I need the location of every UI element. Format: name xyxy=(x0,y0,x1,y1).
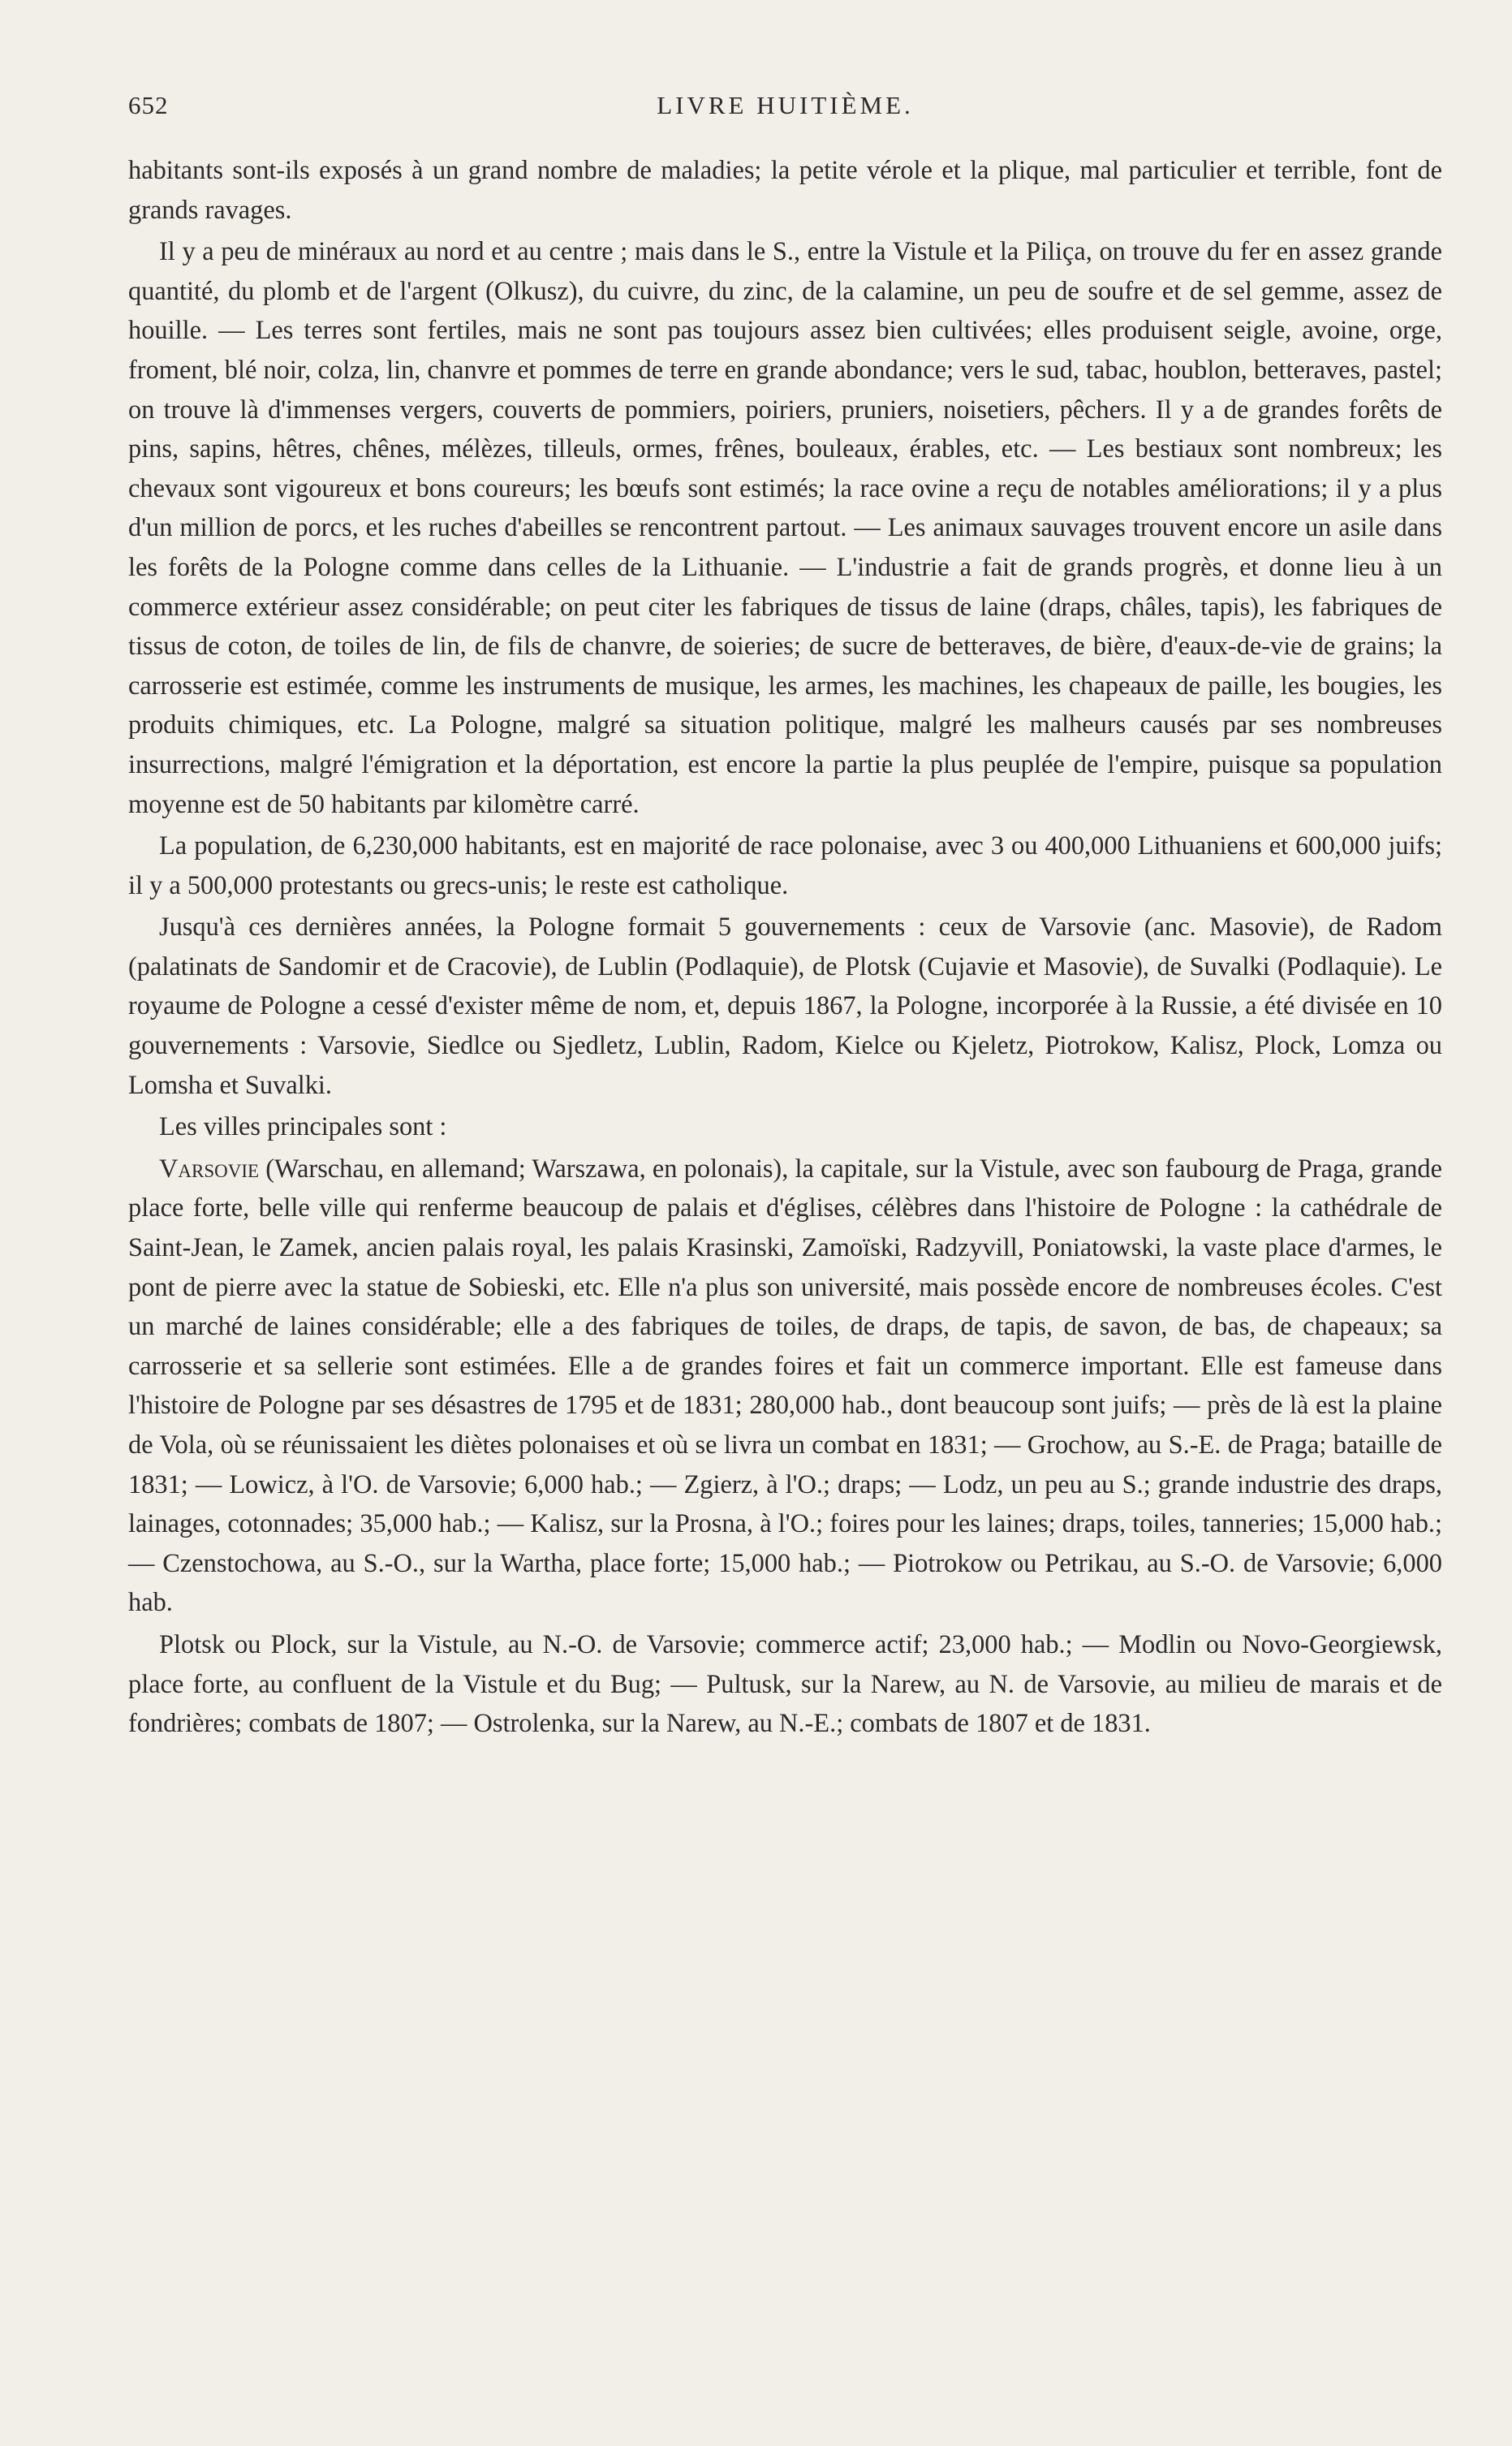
paragraph-plotsk: Plotsk ou Plock, sur la Vistule, au N.-O. de Varsovie; commerce actif; 23,000 hab.; — Modlin ou Novo-Georgiewsk, place forte, au confluent de la Vistule et du Bug; — Pultusk, sur la Narew, au N. de Varsovie, au milieu de marais et de fondrières; combats de 1807; — Ostrolenka, sur la Narew, au N.-E.; combats de 1807 et de 1831. xyxy=(128,1629,1442,1739)
paragraph-population: La population, de 6,230,000 habitants, est en majorité de race polonaise, avec 3 ou 400,000 Lithuaniens et 600,000 juifs; il y a 500,000 protestants ou grecs-unis; le reste est catholique. xyxy=(128,831,1442,900)
body-text xyxy=(128,151,1442,1746)
page-number: 652 xyxy=(128,91,169,119)
paragraph-varsovie xyxy=(128,1150,1442,1623)
varsovie-lead: Varsovie xyxy=(159,1154,260,1184)
varsovie-text: (Warschau, en allemand; Warszawa, en polonais), la capitale, sur la Vistule, avec son faubourg de Praga, grande place forte, belle ville qui renferme beaucoup de palais et d'églises, célèbres dans l'histoire de Pologne : la cathédrale de Saint-Jean, le Zamek, ancien palais royal, les palais Krasinski, Zamoïski, Radzyvill, Poniatowski, la vaste place d'armes, le pont de pierre avec la statue de Sobieski, etc. Elle n'a plus son université, mais possède encore de nombreuses écoles. C'est un marché de laines considérable; elle a des fabriques de toiles, de draps, de tapis, de savon, de bas, de chapeaux; sa carrosserie et sa sellerie sont estimées. Elle a de grandes foires et fait un commerce important. Elle est fameuse dans l'histoire de Pologne par ses désastres de 1795 et de 1831; 280,000 hab., dont beaucoup sont juifs; — près de là est la plaine de Vola, où se réunissaient les diètes polonaises et où se livra un combat en 1831; — Grochow, au S.-E. de Praga; bataille de 1831; — Lowicz, à l'O. de Varsovie; 6,000 hab.; — Zgierz, à l'O.; draps; — Lodz, un peu au S.; grande industrie des draps, lainages, cotonnades; 35,000 hab.; — Kalisz, sur la Prosna, à l'O.; foires pour les laines; draps, toiles, tanneries; 15,000 hab.; — Czenstochowa, au S.-O., sur la Wartha, place forte; 15,000 hab.; — Piotrokow ou Petrikau, au S.-O. de Varsovie; 6,000 hab. xyxy=(128,1154,1442,1618)
paragraph-maladies: habitants sont-ils exposés à un grand nombre de maladies; la petite vérole et la plique, mal particulier et terrible, font de grands ravages. xyxy=(128,156,1442,225)
running-title: LIVRE HUITIÈME. xyxy=(657,91,914,119)
paragraph-villes-intro: Les villes principales sont : xyxy=(159,1112,447,1142)
paragraph-gouvernements: Jusqu'à ces dernières années, la Pologne formait 5 gouvernements : ceux de Varsovie (anc. Masovie), de Radom (palatinats de Sandomir et de Cracovie), de Lublin (Podlaquie), de Plotsk (Cujavie et Masovie), de Suvalki (Podlaquie). Le royaume de Pologne a cessé d'exister même de nom, et, depuis 1867, la Pologne, incorporée à la Russie, a été divisée en 10 gouvernements : Varsovie, Siedlce ou Sjedletz, Lublin, Radom, Kielce ou Kjeletz, Piotrokow, Kalisz, Plock, Lomza ou Lomsha et Suvalki. xyxy=(128,912,1442,1100)
page-header xyxy=(128,91,1442,132)
paragraph-mineraux-agriculture: Il y a peu de minéraux au nord et au centre ; mais dans le S., entre la Vistule et la Piliça, on trouve du fer en assez grande quantité, du plomb et de l'argent (Olkusz), du cuivre, du zinc, de la calamine, un peu de soufre et de sel gemme, assez de houille. — Les terres sont fertiles, mais ne sont pas toujours assez bien cultivées; elles produisent seigle, avoine, orge, froment, blé noir, colza, lin, chanvre et pommes de terre en grande abondance; vers le sud, tabac, houblon, betteraves, pastel; on trouve là d'immenses vergers, couverts de pommiers, poiriers, pruniers, noisetiers, pêchers. Il y a de grandes forêts de pins, sapins, hêtres, chênes, mélèzes, tilleuls, ormes, frênes, bouleaux, érables, etc. — Les bestiaux sont nombreux; les chevaux sont vigoureux et bons coureurs; les bœufs sont estimés; la race ovine a reçu de notables améliorations; il y a plus d'un million de porcs, et les ruches d'abeilles se rencontrent partout. — Les animaux sauvages trouvent encore un asile dans les forêts de la Pologne comme dans celles de la Lithuanie. — L'industrie a fait de grands progrès, et donne lieu à un commerce extérieur assez considérable; on peut citer les fabriques de tissus de laine (draps, châles, tapis), les fabriques de tissus de coton, de toiles de lin, de fils de chanvre, de soieries; de sucre de betteraves, de bière, d'eaux-de-vie de grains; la carrosserie est estimée, comme les instruments de musique, les armes, les machines, les chapeaux de paille, les bougies, les produits chimiques, etc. La Pologne, malgré sa situation politique, malgré les malheurs causés par ses nombreuses insurrections, malgré l'émigration et la déportation, est encore la partie la plus peuplée de l'empire, puisque sa population moyenne est de 50 habitants par kilomètre carré. xyxy=(128,237,1442,819)
